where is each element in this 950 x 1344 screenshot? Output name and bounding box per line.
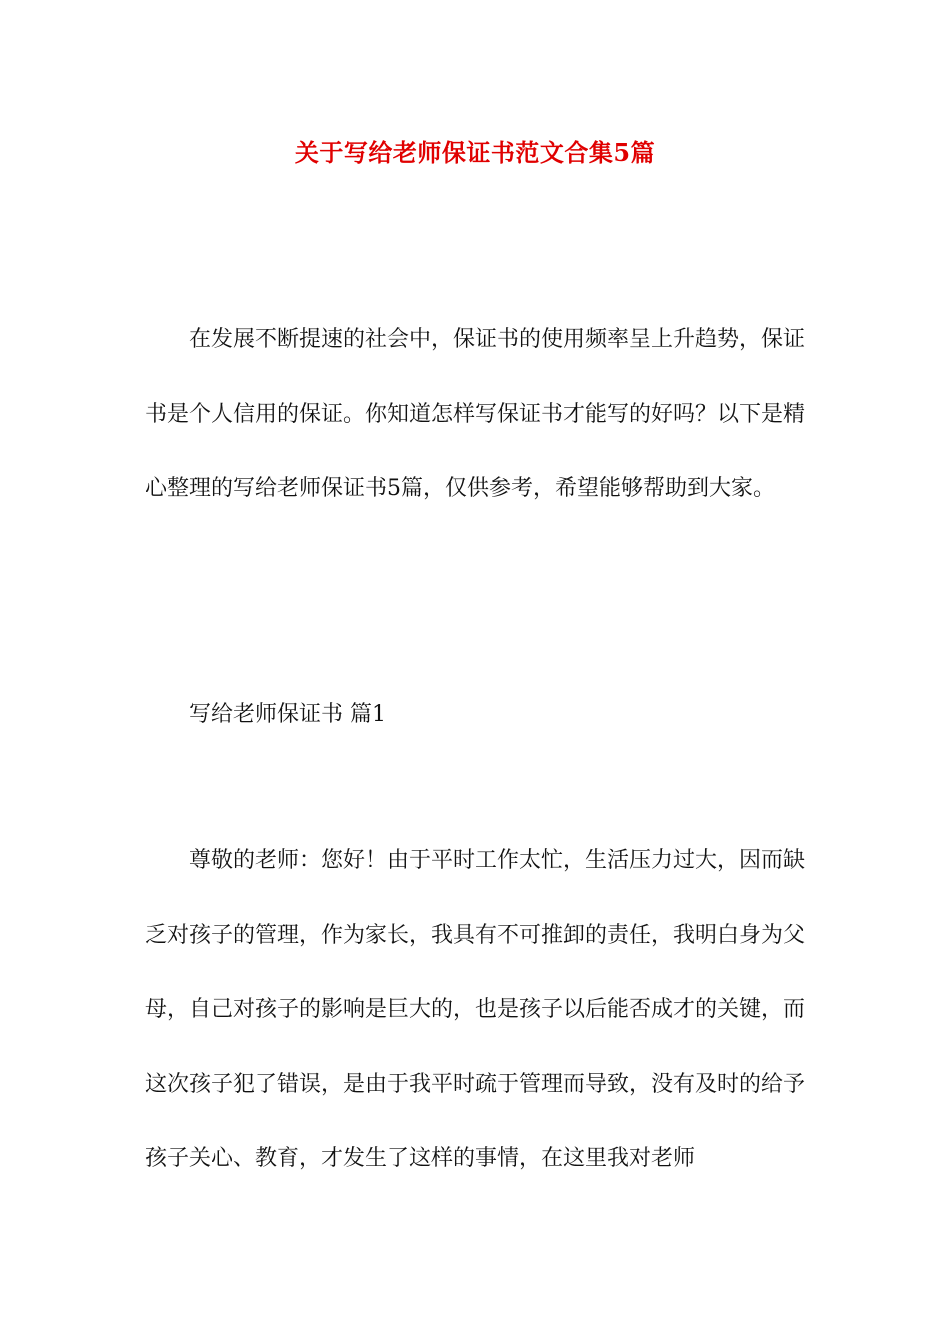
section-heading: 写给老师保证书 篇1: [189, 702, 386, 727]
section-body-paragraph: 尊敬的老师：您好！由于平时工作太忙，生活压力过大，因而缺乏对孩子的管理，作为家长，我具有不可推卸的责任，我明白身为父母，自己对孩子的影响是巨大的，也是孩子以后能否成才的关键，而这次孩子犯了错误，是由于我平时疏于管理而导致，没有及时的给予孩子关心、教育，才发生了这样的事情，在这里我对老师: [145, 848, 806, 1171]
intro-paragraph: 在发展不断提速的社会中，保证书的使用频率呈上升趋势，保证书是个人信用的保证。你知道怎样写保证书才能写的好吗？以下是精心整理的写给老师保证书5篇，仅供参考，希望能够帮助到大家。: [145, 327, 806, 501]
document-title: 关于写给老师保证书范文合集5篇: [294, 138, 656, 167]
